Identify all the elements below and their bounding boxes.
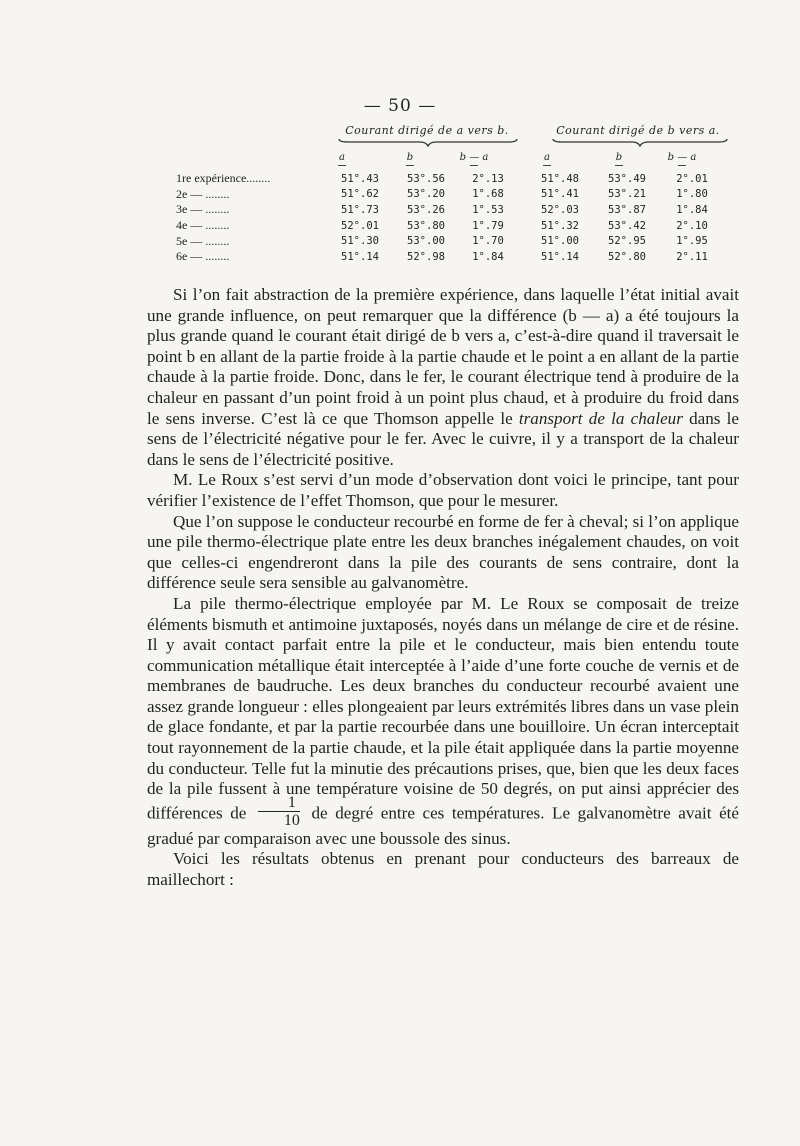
table-cell: 1°.70 [472, 235, 504, 248]
table-row [176, 233, 720, 249]
table-cell: 53°.26 [407, 203, 445, 216]
table-cell: 53°.87 [608, 203, 646, 216]
table-cell: 53°.20 [407, 188, 445, 201]
table-row [176, 249, 720, 265]
table-cell: 53°.42 [608, 219, 646, 232]
table-cell: 51°.32 [541, 219, 579, 232]
row-label: 6e — ........ [176, 249, 230, 264]
brace-left [338, 137, 518, 147]
column-underline [338, 165, 346, 166]
table-group-header-left: Courant dirigé de a vers b. [345, 124, 509, 137]
table-cell: 1°.53 [472, 203, 504, 216]
row-label: 3e — ........ [176, 202, 230, 217]
fraction-one-tenth: $\frac{1}{10}$ [258, 794, 300, 829]
table-row [176, 187, 720, 203]
table-row [176, 171, 720, 187]
table-cell: 52°.80 [608, 250, 646, 263]
paragraph-thermopile: La pile thermo-électrique employée par M. Le Roux se composait de treize éléments bismuth et antimoine juxtaposés, noyés dans un mélange de cire et de résine. Il y avait contact parfait entre la pile et le conducteur, mais bien entendu toute communication métallique était interceptée à l’aide d’une forte couche de vernis et de membranes de baudruche. Les deux branches du conducteur recourbé avaient une assez grande longueur : elles plongeaient par leurs extrémités libres dans un vase plein de glace fondante, et par la partie recourbée dans une bouilloire. Un écran interceptait tout rayonnement de la partie chaude, et la pile était appliquée dans la partie moyenne du conducteur. Telle fut la minutie des précautions prises, que, bien que les deux faces de la pile fussent à une température voisine de 50 degrés, on put ainsi apprécier des différences de $\frac{1}{10}$ de degré entre ces températures. Le galvanomètre avait été gradué par comparaison avec une boussole des sinus. [147, 593, 739, 848]
table-cell: 2°.11 [676, 250, 708, 263]
table-cell: 52°.98 [407, 250, 445, 263]
table-cell: 1°.84 [472, 250, 504, 263]
paragraph-thomson-effect: Si l’on fait abstraction de la première expérience, dans laquelle l’état initial avait une grande influence, on peut remarquer que la différence (b — a) a été toujours la plus grande quand le courant était dirigé de b vers a, c’est-à-dire quand il traversait le point b en allant de la partie froide à la partie chaude et le point a en allant de la partie chaude à la partie froide. Donc, dans le fer, le courant électrique tend à produire de la chaleur en passant d’un point froid à un point plus chaud, et à produire du froid dans le sens inverse. C’est là ce que Thomson appelle le transport de la chaleur dans le sens de l’électricité négative pour le fer. Avec le cuivre, il y a transport de la chaleur dans le sens de l’électricité positive. [147, 285, 739, 469]
table-cell: 51°.41 [541, 188, 579, 201]
column-header-b-2: b [615, 152, 623, 163]
paragraph-horseshoe: Que l’on suppose le conducteur recourbé en forme de fer à cheval; si l’on applique une pile thermo-électrique plate entre les deux branches inégalement chaudes, on voit que celles-ci engendreront dans la pile des courants de sens contraire, dont la différence seule sera sensible au galvanomètre. [147, 511, 739, 593]
table-cell: 51°.73 [341, 203, 379, 216]
column-underline [406, 165, 414, 166]
table-cell: 53°.49 [608, 172, 646, 185]
table-cell: 51°.14 [341, 250, 379, 263]
paragraph-results-intro: Voici les résultats obtenus en prenant pour conducteurs des barreaux de maillechort : [147, 849, 739, 890]
table-cell: 51°.14 [541, 250, 579, 263]
column-underline [615, 165, 623, 166]
column-underline [543, 165, 551, 166]
table-cell: 53°.00 [407, 235, 445, 248]
table-cell: 53°.56 [407, 172, 445, 185]
row-label: 2e — ........ [176, 186, 230, 201]
table-cell: 2°.01 [676, 172, 708, 185]
table-cell: 52°.95 [608, 235, 646, 248]
table-row [176, 202, 720, 218]
paragraph-le-roux-method: M. Le Roux s’est servi d’un mode d’observation dont voici le principe, tant pour vérifier l’existence de l’effet Thomson, que pour le mesurer. [147, 470, 739, 510]
column-underline [678, 165, 686, 166]
table-cell: 51°.48 [541, 172, 579, 185]
table-row [176, 218, 720, 234]
table-cell: 53°.21 [608, 188, 646, 201]
table-cell: 1°.84 [676, 203, 708, 216]
column-header-a-1: a [339, 152, 345, 163]
table-cell: 53°.80 [407, 219, 445, 232]
column-header-a-2: a [544, 152, 550, 163]
column-header-ba-2: b — a [667, 152, 697, 163]
table-cell: 1°.68 [472, 188, 504, 201]
column-underline [470, 165, 478, 166]
table-cell: 2°.13 [472, 172, 504, 185]
table-cell: 51°.43 [341, 172, 379, 185]
table-cell: 52°.03 [541, 203, 579, 216]
table-cell: 51°.00 [541, 235, 579, 248]
row-label: 1re expérience........ [176, 171, 271, 186]
table-cell: 2°.10 [676, 219, 708, 232]
body-text [147, 285, 739, 891]
brace-right [552, 137, 728, 147]
column-header-b-1: b [406, 152, 414, 163]
row-label: 5e — ........ [176, 233, 230, 248]
table-cell: 1°.79 [472, 219, 504, 232]
row-label: 4e — ........ [176, 218, 230, 233]
table-cell: 1°.95 [676, 235, 708, 248]
table-cell: 51°.30 [341, 235, 379, 248]
results-table [176, 171, 720, 265]
table-cell: 1°.80 [676, 188, 708, 201]
table-group-header-right: Courant dirigé de b vers a. [556, 124, 720, 137]
emphasis-transport: transport de la chaleur [518, 408, 683, 428]
column-header-ba-1: b — a [459, 152, 489, 163]
table-cell: 52°.01 [341, 219, 379, 232]
page-number: — 50 — [363, 96, 437, 116]
table-cell: 51°.62 [341, 188, 379, 201]
